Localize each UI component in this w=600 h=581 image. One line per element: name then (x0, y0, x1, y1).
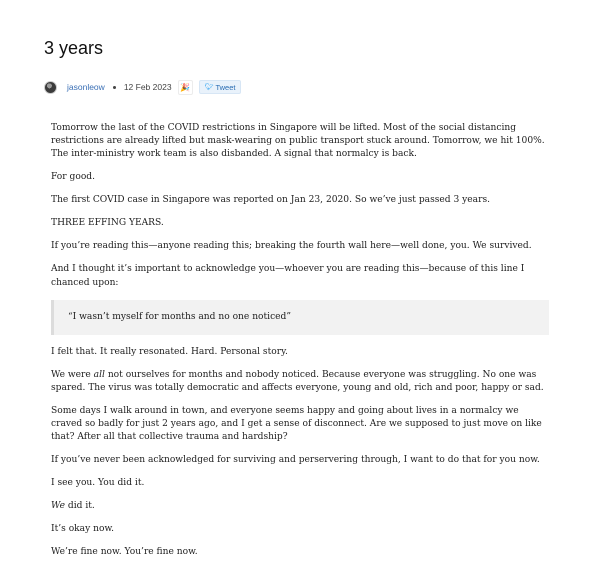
text: did it. (65, 501, 95, 512)
paragraph (51, 369, 549, 395)
separator-dot (113, 86, 116, 89)
party-icon[interactable]: 🎉 (178, 80, 193, 95)
paragraph: For good. (51, 172, 96, 183)
text: not ourselves for months and nobody noticed. Because everyone was struggling. No one was spared. The virus was totally democratic and affects everyone, young and old, rich and poor, happy or sad. (51, 369, 544, 394)
text: We were (51, 369, 94, 380)
quote-text: “I wasn’t myself for months and no one noticed” (68, 311, 292, 322)
paragraph: If you’ve never been acknowledged for surviving and perservering through, I want to do that for you now. (51, 455, 540, 466)
avatar[interactable] (44, 81, 57, 94)
paragraph: It’s okay now. (51, 524, 115, 535)
post-body (51, 122, 549, 569)
paragraph: If you’re reading this—anyone reading this; breaking the fourth wall here—well done, you. We survived. (51, 241, 532, 252)
post-meta (44, 79, 241, 95)
paragraph: We’re fine now. You’re fine now. (51, 547, 198, 558)
post-title: 3 years (44, 38, 104, 58)
post-date: 12 Feb 2023 (123, 82, 172, 92)
paragraph: Tomorrow the last of the COVID restrictions in Singapore will be lifted. Most of the social distancing restrictions are already lifted but mask-wearing on public transport stuck around. Tomorrow, we hit 100%. The inter-ministry work team is also disbanded. A signal that normalcy is back. (51, 123, 545, 160)
emphasis: We (51, 501, 65, 512)
tweet-button[interactable] (199, 80, 242, 94)
emphasis: all (93, 369, 105, 380)
paragraph: And I thought it’s important to acknowledge you—whoever you are reading this—because of this line I chanced upon: (51, 264, 525, 288)
paragraph: Some days I walk around in town, and everyone seems happy and going about lives in a normalcy we craved so badly for just 2 years ago, and I get a sense of disconnect. Are we supposed to just move on like that? After all that collective trauma and hardship? (51, 406, 542, 443)
paragraph: I see you. You did it. (51, 478, 145, 489)
paragraph: I felt that. It really resonated. Hard. Personal story. (51, 346, 288, 357)
twitter-bird-icon: 🐦︎ (204, 84, 214, 91)
tweet-label: Tweet (215, 82, 236, 92)
author-link[interactable]: jasonleow (67, 82, 105, 92)
paragraph: The first COVID case in Singapore was reported on Jan 23, 2020. So we’ve just passed 3 years. (51, 195, 491, 206)
paragraph (51, 500, 549, 513)
blockquote (51, 300, 549, 335)
paragraph: THREE EFFING YEARS. (51, 218, 164, 229)
